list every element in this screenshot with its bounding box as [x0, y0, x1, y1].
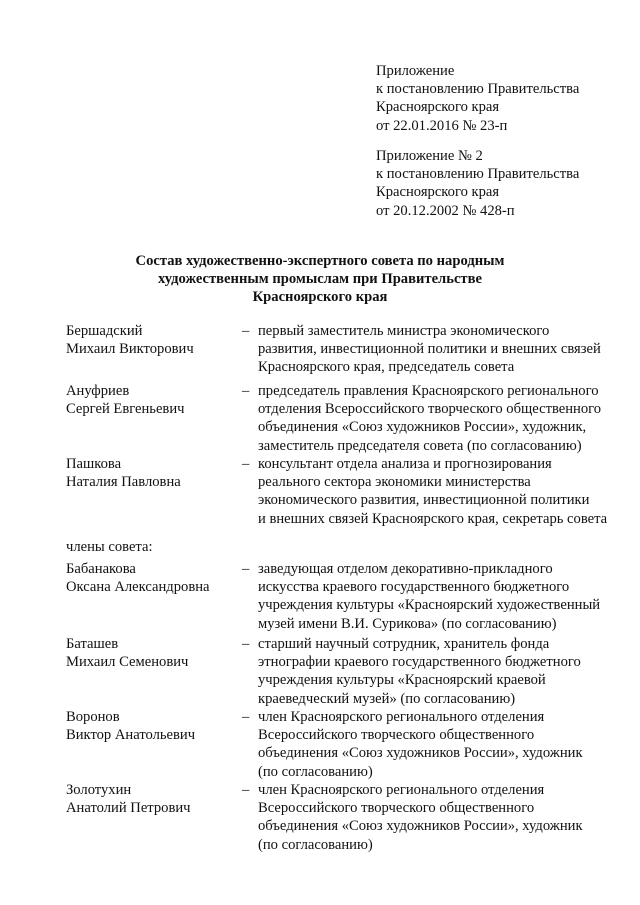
header-line: Красноярского края	[376, 99, 500, 116]
dash-separator: –	[242, 636, 250, 652]
title-line: Состав художественно-экспертного совета по народным	[135, 253, 505, 269]
member-given-names: Наталия Павловна	[66, 474, 181, 491]
position-line: объединения «Союз художников России», художник	[258, 818, 583, 835]
members-section-label: члены совета:	[66, 539, 153, 555]
position-line: член Красноярского регионального отделения	[258, 709, 545, 725]
member-surname: Бершадский	[66, 323, 143, 339]
member-surname: Пашкова	[66, 456, 122, 472]
member-name	[66, 455, 236, 491]
header-line: Приложение	[376, 63, 455, 79]
position-line: заместитель председателя совета (по согласованию)	[258, 437, 582, 454]
position-line: объединения «Союз художников России», художник,	[258, 419, 587, 436]
position-line: член Красноярского регионального отделения	[258, 782, 545, 798]
member-position	[258, 322, 634, 377]
member-surname: Воронов	[66, 709, 120, 725]
position-line: (по согласованию)	[258, 836, 373, 853]
position-line: учреждения культуры «Красноярский краевой	[258, 672, 546, 689]
position-line: председатель правления Красноярского регионального	[258, 383, 599, 399]
header-line: к постановлению Правительства	[376, 166, 580, 183]
header-line: Приложение № 2	[376, 148, 483, 164]
title-line: Красноярского края	[252, 289, 388, 306]
position-line: отделения Всероссийского творческого общественного	[258, 401, 602, 418]
dash-separator: –	[242, 561, 250, 577]
member-position	[258, 708, 634, 781]
member-given-names: Михаил Викторович	[66, 341, 194, 358]
member-surname: Ануфриев	[66, 383, 130, 399]
position-line: музей имени В.И. Сурикова» (по согласованию)	[258, 615, 557, 632]
position-line: краеведческий музей» (по согласованию)	[258, 690, 516, 707]
header-line: Красноярского края	[376, 184, 500, 201]
dash-separator: –	[242, 456, 250, 472]
position-line: искусства краевого государственного бюджетного	[258, 579, 570, 596]
header-line: от 20.12.2002 № 428-п	[376, 202, 515, 219]
dash-separator: –	[242, 323, 250, 339]
member-name	[66, 322, 236, 358]
member-given-names: Виктор Анатольевич	[66, 727, 196, 744]
member-position	[258, 382, 634, 455]
member-position	[258, 455, 634, 528]
position-line: Красноярского края, председатель совета	[258, 359, 515, 376]
dash-separator: –	[242, 383, 250, 399]
member-surname: Баташев	[66, 636, 119, 652]
header-line: от 22.01.2016 № 23-п	[376, 117, 508, 134]
header-line: к постановлению Правительства	[376, 81, 580, 98]
position-line: объединения «Союз художников России», художник	[258, 745, 583, 762]
member-given-names: Сергей Евгеньевич	[66, 401, 185, 418]
member-position	[258, 560, 634, 633]
position-line: реального сектора экономики министерства	[258, 474, 531, 491]
member-given-names: Оксана Александровна	[66, 579, 210, 596]
position-line: этнографии краевого государственного бюджетного	[258, 654, 581, 671]
position-line: и внешних связей Красноярского края, секретарь совета	[258, 510, 608, 527]
position-line: консультант отдела анализа и прогнозирования	[258, 456, 552, 472]
title-line: художественным промыслам при Правительстве	[158, 271, 482, 288]
member-name	[66, 560, 236, 596]
member-given-names: Анатолий Петрович	[66, 800, 191, 817]
member-name	[66, 382, 236, 418]
member-name	[66, 635, 236, 671]
appendix-header-original	[376, 147, 631, 220]
member-name	[66, 708, 236, 744]
position-line: старший научный сотрудник, хранитель фонда	[258, 636, 550, 652]
document-title	[110, 252, 530, 307]
member-surname: Золотухин	[66, 782, 132, 798]
dash-separator: –	[242, 709, 250, 725]
member-position	[258, 635, 634, 708]
appendix-header-current	[376, 62, 631, 135]
position-line: Всероссийского творческого общественного	[258, 800, 535, 817]
member-position	[258, 781, 634, 854]
dash-separator: –	[242, 782, 250, 798]
position-line: учреждения культуры «Красноярский художественный	[258, 597, 601, 614]
position-line: заведующая отделом декоративно-прикладного	[258, 561, 553, 577]
member-surname: Бабанакова	[66, 561, 136, 577]
position-line: развития, инвестиционной политики и внешних связей	[258, 341, 601, 358]
position-line: экономического развития, инвестиционной политики	[258, 492, 590, 509]
position-line: Всероссийского творческого общественного	[258, 727, 535, 744]
position-line: (по согласованию)	[258, 763, 373, 780]
member-name	[66, 781, 236, 817]
position-line: первый заместитель министра экономического	[258, 323, 550, 339]
member-given-names: Михаил Семенович	[66, 654, 189, 671]
